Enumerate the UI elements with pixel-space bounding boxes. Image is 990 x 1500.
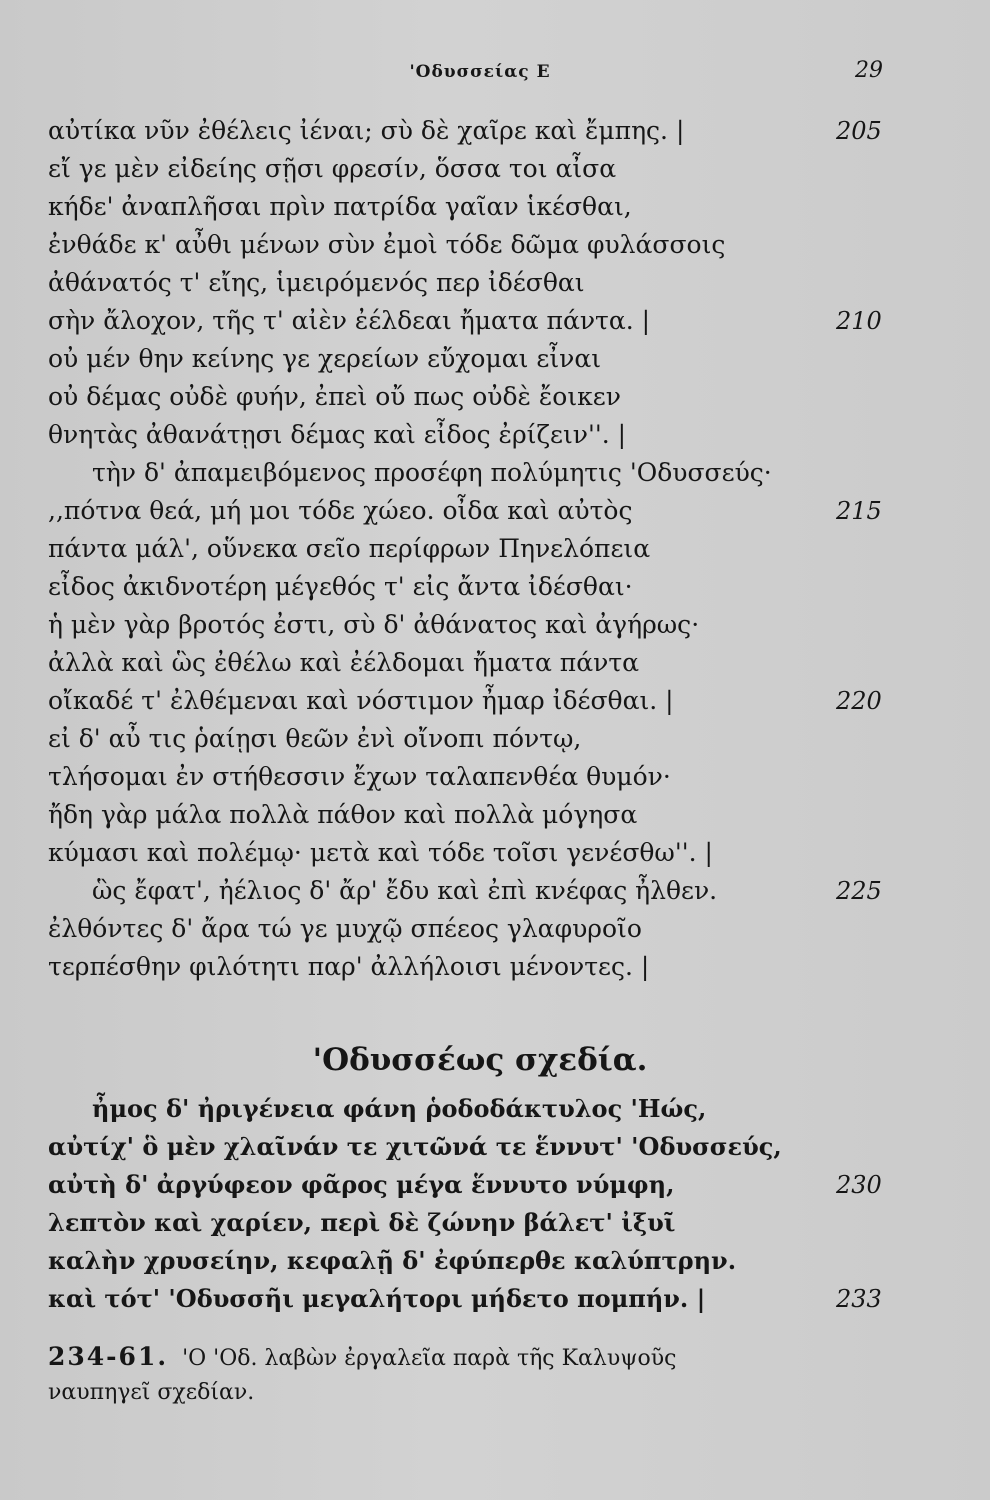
page-number: 29: [855, 58, 883, 83]
verse-line: οὐ μέν θην κείνης γε χερείων εὔχομαι εἶναι: [48, 344, 602, 373]
footnote-ref: 234-61.: [48, 1342, 169, 1371]
footnote-text: 'Ο 'Οδ. λαβὼν ἐργαλεῖα παρὰ τῆς Καλυψοῦς: [182, 1346, 677, 1371]
verse-line: ἀθάνατός τ' εἴης, ἱμειρόμενός περ ἰδέσθαι: [48, 268, 585, 297]
verse-line: αὐτίχ' ὃ μὲν χλαῖνάν τε χιτῶνά τε ἕννυτ' 'Οδυσσεύς,: [48, 1132, 782, 1161]
verse-line: κύμασι καὶ πολέμῳ· μετὰ καὶ τόδε τοῖσι γενέσθω''. |: [48, 838, 713, 867]
verse-line: ,,πότνα θεά, μή μοι τόδε χώεο. οἶδα καὶ αὐτὸς: [48, 496, 633, 525]
verse-line: σὴν ἄλοχον, τῆς τ' αἰὲν ἐέλδεαι ἤματα πάντα. |: [48, 306, 651, 335]
verse-line: καλὴν χρυσείην, κεφαλῇ δ' ἐφύπερθε καλύπτρην.: [48, 1246, 737, 1275]
verse-line: ἐλθόντες δ' ἄρα τώ γε μυχῷ σπέεος γλαφυροῖο: [48, 914, 642, 943]
running-title: 'Οδυσσείας Ε: [409, 62, 551, 82]
verse-line: πάντα μάλ', οὕνεκα σεῖο περίφρων Πηνελόπεια: [48, 534, 651, 563]
verse-line: τερπέσθην φιλότητι παρ' ἀλλήλοισι μένοντες. |: [48, 952, 650, 981]
verse-line: εἴ γε μὲν εἰδείης σῇσι φρεσίν, ὅσσα τοι αἶσα: [48, 154, 617, 183]
verse-line: αὐτὴ δ' ἀργύφεον φᾶρος μέγα ἕννυτο νύμφη,: [48, 1170, 675, 1199]
verse-line: ἤδη γὰρ μάλα πολλὰ πάθον καὶ πολλὰ μόγησα: [48, 800, 638, 829]
verse-line: ὣς ἔφατ', ἠέλιος δ' ἄρ' ἔδυ καὶ ἐπὶ κνέφας ἦλθεν.: [92, 876, 718, 905]
verse-line: εἰ δ' αὖ τις ῥαίῃσι θεῶν ἐνὶ οἴνοπι πόντῳ,: [48, 724, 582, 753]
section-title: 'Οδυσσέως σχεδία.: [312, 1042, 648, 1078]
line-number: 210: [836, 307, 882, 335]
verse-line: εἶδος ἀκιδνοτέρη μέγεθός τ' εἰς ἄντα ἰδέσθαι·: [48, 572, 633, 601]
verse-line: τλήσομαι ἐν στήθεσσιν ἔχων ταλαπενθέα θυμόν·: [48, 762, 671, 791]
verse-line: τὴν δ' ἀπαμειβόμενος προσέφη πολύμητις 'Οδυσσεύς·: [92, 458, 772, 487]
line-number: 233: [836, 1285, 882, 1313]
verse-line: λεπτὸν καὶ χαρίεν, περὶ δὲ ζώνην βάλετ' ἰξυῖ: [48, 1208, 676, 1237]
line-number: 205: [836, 117, 882, 145]
verse-line: θνητὰς ἀθανάτῃσι δέμας καὶ εἶδος ἐρίζειν''. |: [48, 420, 627, 449]
verse-line: ἐνθάδε κ' αὖθι μένων σὺν ἐμοὶ τόδε δῶμα φυλάσσοις: [48, 230, 726, 259]
footnote-line: ναυπηγεῖ σχεδίαν.: [48, 1380, 255, 1405]
line-number: 225: [836, 877, 882, 905]
verse-line: αὐτίκα νῦν ἐθέλεις ἰέναι; σὺ δὲ χαῖρε καὶ ἔμπης. |: [48, 116, 685, 145]
line-number: 215: [836, 497, 882, 525]
verse-line: κήδε' ἀναπλῆσαι πρὶν πατρίδα γαῖαν ἱκέσθαι,: [48, 192, 632, 221]
footnote-line: [48, 1342, 676, 1374]
verse-line: οὐ δέμας οὐδὲ φυήν, ἐπεὶ οὔ πως οὐδὲ ἔοικεν: [48, 382, 621, 411]
verse-line: ἀλλὰ καὶ ὣς ἐθέλω καὶ ἐέλδομαι ἤματα πάντα: [48, 648, 640, 677]
verse-line: οἴκαδέ τ' ἐλθέμεναι καὶ νόστιμον ἦμαρ ἰδέσθαι. |: [48, 686, 674, 715]
line-number: 230: [836, 1171, 882, 1199]
verse-line: καὶ τότ' 'Οδυσσῆι μεγαλήτορι μήδετο πομπήν. |: [48, 1284, 706, 1313]
line-number: 220: [836, 687, 882, 715]
verse-line: ἡ μὲν γὰρ βροτός ἐστι, σὺ δ' ἀθάνατος καὶ ἀγήρως·: [48, 610, 700, 639]
verse-line: ἦμος δ' ἠριγένεια φάνη ῥοδοδάκτυλος 'Ηώς,: [92, 1094, 707, 1123]
